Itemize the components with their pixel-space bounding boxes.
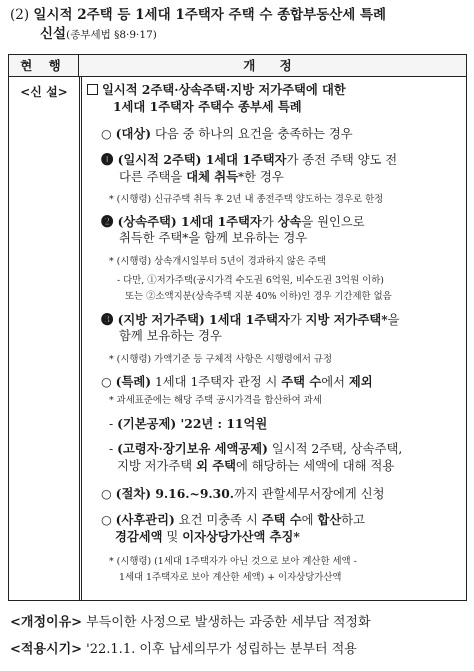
table-header	[9, 55, 466, 77]
reason-label: <개정이유>	[10, 615, 83, 630]
footnote-row: * (시행령) 상속개시일부터 5년이 경과하지 않은 주택	[109, 256, 326, 267]
section-heading	[10, 6, 468, 45]
application-period	[10, 641, 357, 659]
footnote-row: * 과세표준에는 해당 주택 공시가격을 합산하여 과세	[109, 395, 322, 406]
footnote-row: 또는 ②소액지분(상속주택 지분 40% 이하)인 경우 기간제한 없음	[125, 291, 392, 302]
content-row: - (기본공제) '22년 : 11억원	[109, 416, 268, 431]
law-reference: (종부세법 §8·9·17)	[66, 29, 157, 41]
section-number: (2)	[10, 7, 30, 23]
content-row: 지방 저가주택 외 주택에 해당하는 세액에 대해 적용	[117, 458, 395, 473]
content-row: 취득한 주택*을 함께 보유하는 경우	[119, 231, 308, 245]
current-cell-label: <신 설>	[20, 85, 68, 99]
content-row: - (고령자·장기보유 세액공제) 일시적 2주택, 상속주택,	[109, 441, 403, 456]
content-row: ○ (절차) 9.16.~9.30.까지 관할세무서장에게 신청	[101, 486, 385, 501]
content-row: ❸ (지방 저가주택) 1세대 1주택자가 지방 저가주택*을	[101, 312, 400, 327]
footnote-row: - 다만, ①저가주택(공시가격 수도권 6억원, 비수도권 3억원 이하)	[117, 275, 384, 286]
content-row: 함께 보유하는 경우	[119, 329, 222, 343]
content-row: 1세대 1주택자 주택수 종부세 특례	[113, 99, 302, 114]
checkbox-square-icon	[87, 84, 98, 95]
section-title-line1: 일시적 2주택 등 1세대 1주택자 주택 수 종합부동산세 특례	[33, 7, 387, 23]
apply-text: '22.1.1. 이후 납세의무가 성립하는 분부터 적용	[82, 642, 357, 657]
content-row: 다른 주택을 대체 취득*한 경우	[119, 169, 284, 184]
section-title-line2: 신설	[40, 26, 67, 42]
content-row: ○ (사후관리) 요건 미충족 시 주택 수에 합산하고	[101, 512, 365, 527]
content-row: ❶ (일시적 2주택) 1세대 1주택자가 종전 주택 양도 전	[101, 152, 398, 167]
header-revision: 개 정	[243, 58, 302, 73]
content-row: 경감세액 및 이자상당가산액 추징*	[115, 529, 300, 544]
footnote-row: * (시행령) (1세대 1주택자가 아닌 것으로 보아 계산한 세액 -	[109, 556, 357, 567]
content-row: 일시적 2주택·상속주택·지방 저가주택에 대한	[87, 81, 462, 99]
footnote-row: * (시행령) 가액기준 등 구체적 사항은 시행령에서 규정	[109, 354, 333, 365]
content-row: ○ (대상) 다음 중 하나의 요건을 충족하는 경우	[101, 126, 353, 141]
apply-label: <적용시기>	[10, 642, 83, 657]
comparison-table	[8, 54, 467, 601]
content-row: ❷ (상속주택) 1세대 1주택자가 상속을 원인으로	[101, 214, 365, 229]
header-current: 현 행	[9, 55, 79, 77]
column-divider	[79, 77, 83, 600]
revision-reason	[10, 614, 371, 632]
content-row: ○ (특례) 1세대 1주택자 관정 시 주택 수에서 제외	[101, 374, 373, 389]
footnote-row: * (시행령) 신규주택 취득 후 2년 내 종전주택 양도하는 경우로 한정	[109, 194, 384, 205]
reason-text: 부득이한 사정으로 발생하는 과중한 세부담 적정화	[82, 615, 371, 630]
footnote-row: 1세대 1주택자로 보아 계산한 세액) + 이자상당가산액	[119, 572, 342, 583]
